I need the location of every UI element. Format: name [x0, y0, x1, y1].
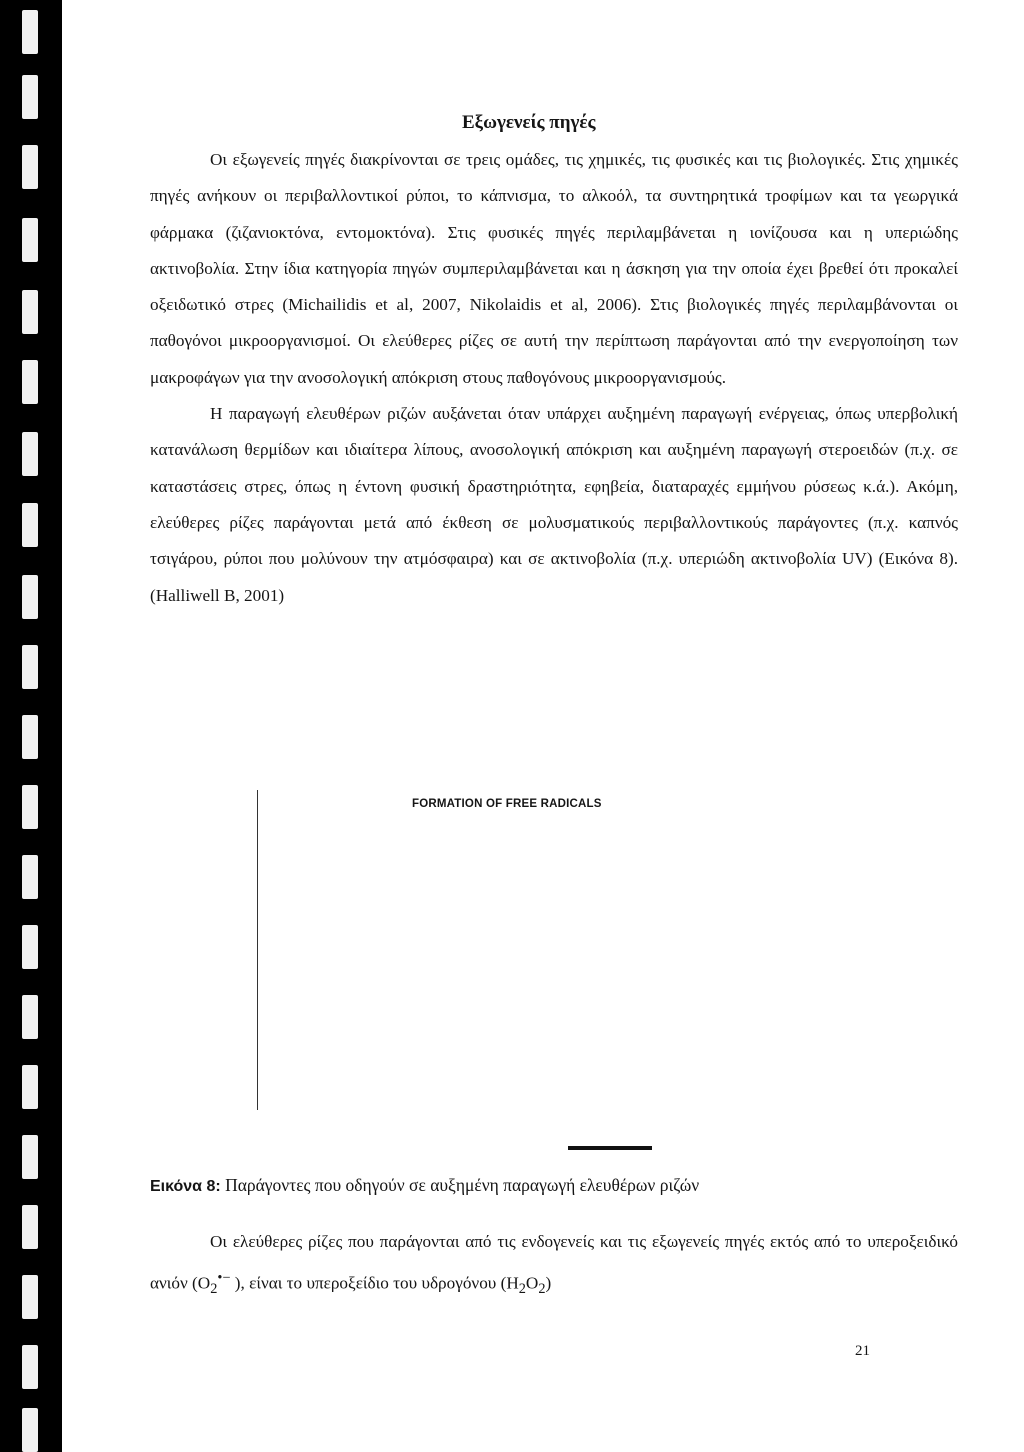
binding-ring: [22, 503, 38, 547]
figure-border: [257, 790, 258, 1110]
binding-ring: [22, 75, 38, 119]
text-segment: O: [525, 1274, 539, 1294]
figure-title: FORMATION OF FREE RADICALS: [412, 798, 602, 810]
binding-ring: [22, 785, 38, 829]
binding-ring: [22, 1135, 38, 1179]
binding-ring: [22, 290, 38, 334]
text-segment: ), είναι το υπεροξείδιο του υδρογόνου (H: [230, 1274, 519, 1294]
figure-caption: [150, 1170, 958, 1202]
section-heading: Εξωγενείς πηγές: [462, 112, 596, 133]
binding-ring: [22, 715, 38, 759]
page-number: 21: [855, 1343, 870, 1359]
binding-ring: [22, 1205, 38, 1249]
binding-ring: [22, 855, 38, 899]
subscript: 2: [210, 1281, 218, 1298]
binding-ring: [22, 432, 38, 476]
subscript: 2: [518, 1281, 526, 1298]
binding-ring: [22, 1408, 38, 1452]
paragraph-free-radical-production: Η παραγωγή ελευθέρων ριζών αυξάνεται όταν υπάρχει αυξημένη παραγωγή ενέργειας, όπως υπερβολική κατανάλωση θερμίδων και ιδιαίτερα λίπους, ανοσολογική απόκριση και αυξημένη παραγωγή στεροειδών (π.χ. σε καταστάσεις στρες, όπως η έντονη φυσική δραστηριότητα, εφηβεία, διαταραχές εμμήνου ρύσεως κ.ά.). Ακόμη, ελεύθερες ρίζες παράγονται μετά από έκθεση σε μολυσματικούς περιβαλλοντικούς παράγοντες (π.χ. καπνός τσιγάρου, ρύποι που μολύνουν την ατμόσφαιρα) και σε ακτινοβολία (π.χ. υπεριώδη ακτινοβολία UV) (Εικόνα 8). (Halliwell B, 2001): [150, 404, 958, 605]
binding-strip: [0, 0, 62, 1452]
binding-ring: [22, 995, 38, 1039]
caption-text: Παράγοντες που οδηγούν σε αυξημένη παραγωγή ελευθέρων ριζών: [220, 1175, 700, 1195]
subscript: 2: [538, 1281, 546, 1298]
radical-dot: •: [217, 1270, 223, 1287]
binding-ring: [22, 1275, 38, 1319]
text-segment: ): [545, 1274, 552, 1294]
binding-ring: [22, 218, 38, 262]
text-segment: Οι ελεύθερες ρίζες που παράγονται από τις ενδογενείς και τις εξωγενείς πηγές εκτός από το υπεροξειδικό ανιόν (O: [150, 1232, 958, 1294]
paragraph-radical-types: [150, 1224, 958, 1308]
body-text: [150, 142, 958, 614]
document-page: [62, 0, 1024, 1452]
binding-ring: [22, 1065, 38, 1109]
binding-ring: [22, 360, 38, 404]
figure-rule: [568, 1146, 652, 1150]
binding-ring: [22, 145, 38, 189]
minus-sign: −: [222, 1270, 231, 1287]
binding-ring: [22, 575, 38, 619]
superscript: [217, 1270, 230, 1286]
paragraph-exogenous-sources: Οι εξωγενείς πηγές διακρίνονται σε τρεις ομάδες, τις χημικές, τις φυσικές και τις βιολογικές. Στις χημικές πηγές ανήκουν οι περιβαλλοντικοί ρύποι, το κάπνισμα, το αλκοόλ, τα συντηρητικά τροφίμων και τα γεωργικά φάρμακα (ζιζανιοκτόνα, εντομοκτόνα). Στις φυσικές πηγές περιλαμβάνεται η ιονίζουσα και η υπεριώδης ακτινοβολία. Στην ίδια κατηγορία πηγών συμπεριλαμβάνεται και η άσκηση για την οποία έχει βρεθεί ότι προκαλεί οξειδωτικό στρες (Michailidis et al, 2007, Nikolaidis et al, 2006). Στις βιολογικές πηγές περιλαμβάνονται οι παθογόνοι μικροοργανισμοί. Οι ελεύθερες ρίζες σε αυτή την περίπτωση παράγονται από την ενεργοποίηση των μακροφάγων για την ανοσολογική απόκριση στους παθογόνους μικροοργανισμούς.: [150, 150, 958, 387]
caption-label: Εικόνα 8:: [150, 1178, 221, 1195]
figure-8: [257, 790, 867, 1110]
binding-ring: [22, 925, 38, 969]
binding-ring: [22, 645, 38, 689]
binding-ring: [22, 10, 38, 54]
binding-ring: [22, 1345, 38, 1389]
